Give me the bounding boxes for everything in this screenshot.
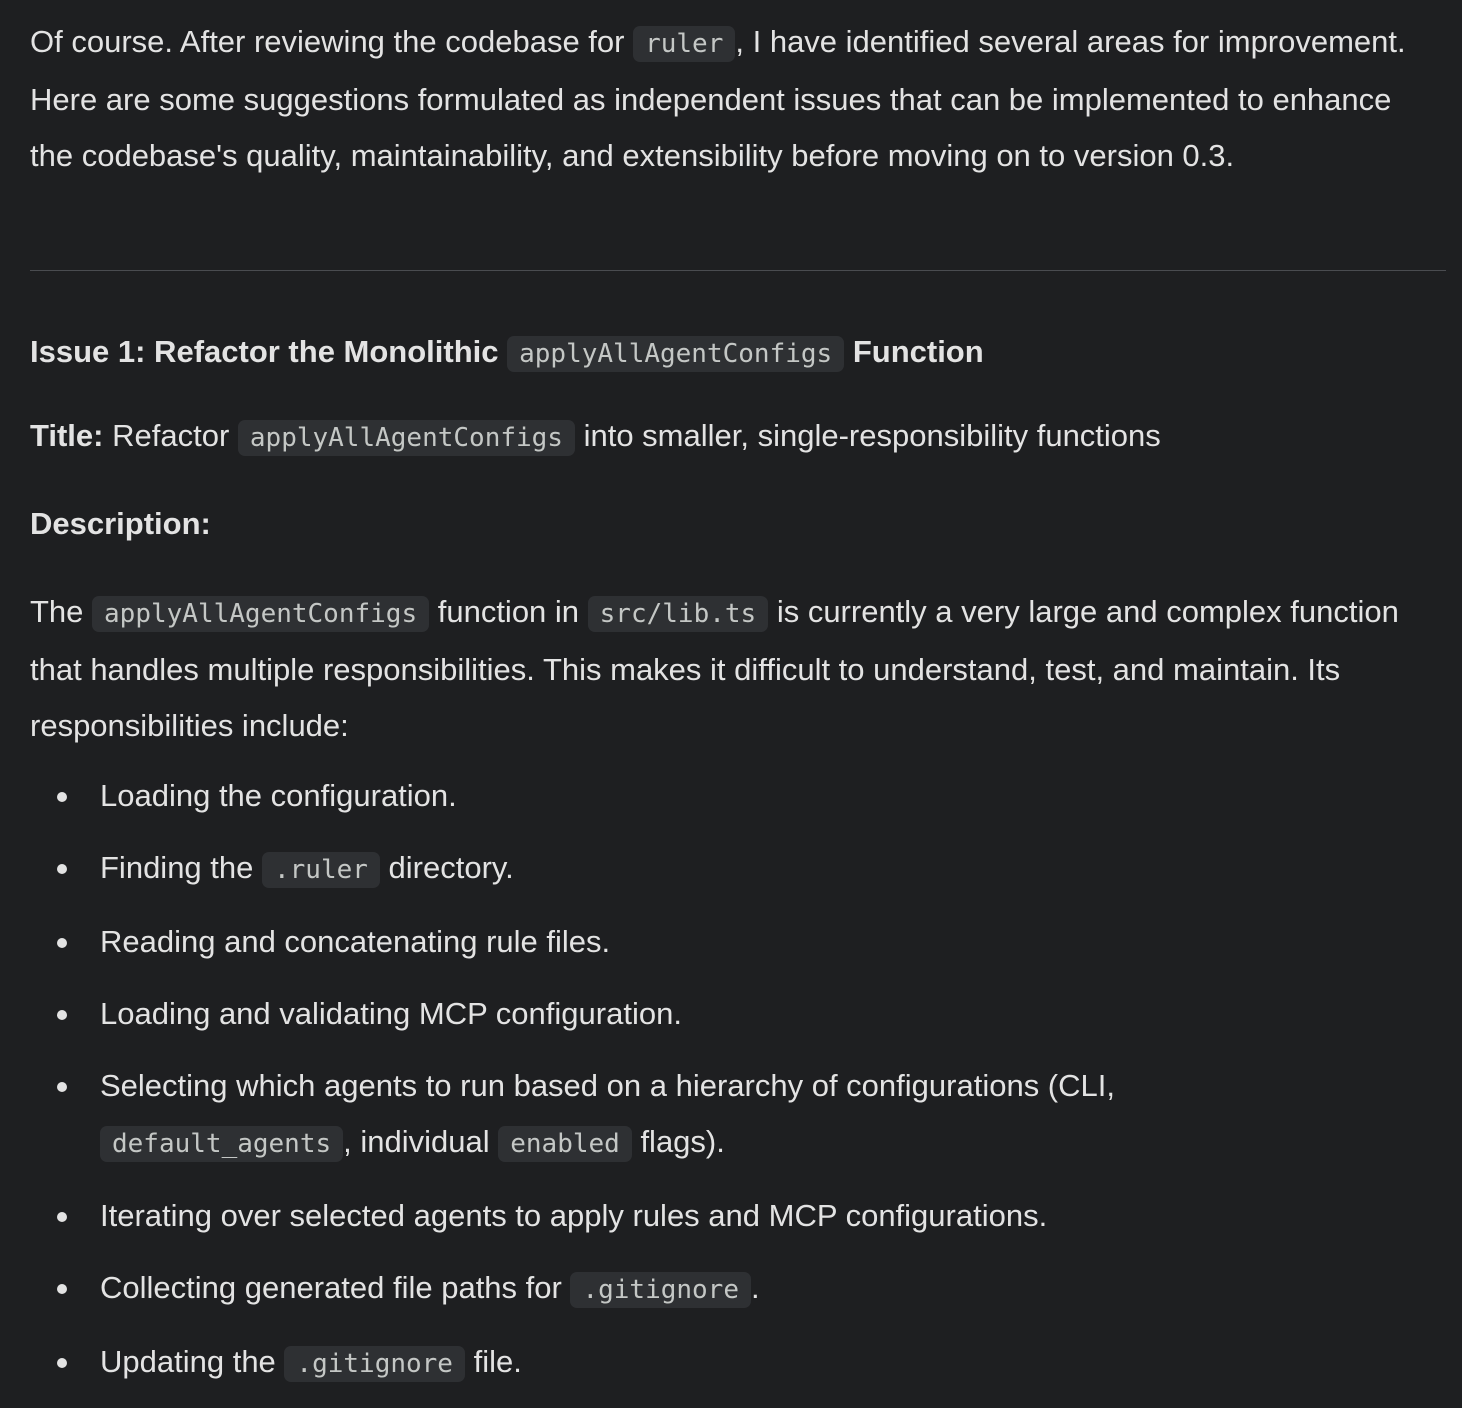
list-item-text: directory. (379, 850, 514, 885)
list-item (0, 986, 1220, 1042)
bullet-icon (57, 1082, 67, 1092)
list-item (0, 1260, 1220, 1318)
desc-text-2: function in (429, 594, 588, 629)
list-item (0, 914, 1220, 970)
responsibilities-list (0, 768, 1462, 1408)
inline-code-title: applyAllAgentConfigs (238, 420, 575, 456)
inline-code-desc-function: applyAllAgentConfigs (92, 596, 429, 632)
description-paragraph (30, 584, 1440, 754)
list-item (0, 1058, 1220, 1172)
intro-text-2: , I have identified several areas for improvement. Here are some suggestions formulated as independent issues that can be implemented to enhance the codebase's quality, maintainability, and extensibility before moving on to version 0.3. (30, 24, 1406, 173)
list-item-text: Loading and validating MCP configuration. (100, 996, 682, 1031)
list-item-text: file. (464, 1344, 522, 1379)
inline-code-desc-file: src/lib.ts (588, 596, 769, 632)
list-item-text: , individual (343, 1124, 499, 1159)
inline-code: .ruler (262, 852, 380, 888)
list-item-text: Iterating over selected agents to apply rules and MCP configurations. (100, 1198, 1048, 1233)
inline-code: default_agents (100, 1126, 343, 1162)
bullet-icon (57, 792, 67, 802)
desc-text-1: The (30, 594, 93, 629)
bullet-icon (57, 938, 67, 948)
list-item-text: Selecting which agents to run based on a hierarchy of configurations (CLI, (100, 1068, 1115, 1103)
list-item (0, 840, 1220, 898)
intro-text-1: Of course. After reviewing the codebase for (30, 24, 634, 59)
title-label: Title: (30, 418, 104, 453)
description-label: Description: (30, 506, 211, 541)
inline-code: enabled (498, 1126, 632, 1162)
list-item (0, 1334, 1220, 1392)
list-item (0, 1188, 1220, 1244)
issue-heading-prefix: Issue 1: Refactor the Monolithic (30, 334, 508, 369)
inline-code: .gitignore (570, 1272, 751, 1308)
bullet-icon (57, 1358, 67, 1368)
list-item-text: Updating the (100, 1344, 285, 1379)
bullet-icon (57, 864, 67, 874)
issue-title-line (30, 410, 1161, 464)
issue-heading-suffix: Function (844, 334, 984, 369)
list-item-text: Finding the (100, 850, 262, 885)
title-text-1: Refactor (103, 418, 238, 453)
list-item-text: Collecting generated file paths for (100, 1270, 571, 1305)
inline-code-heading: applyAllAgentConfigs (507, 336, 844, 372)
desc-text-3: is currently a very large and complex function that handles multiple responsibilities. This makes it difficult to understand, test, and maintain. Its responsibilities include: (30, 594, 1399, 743)
bullet-icon (57, 1212, 67, 1222)
title-text-2: into smaller, single-responsibility functions (574, 418, 1161, 453)
inline-code: .gitignore (284, 1346, 465, 1382)
list-item (0, 768, 1220, 824)
list-item-text: Loading the configuration. (100, 778, 457, 813)
bullet-icon (57, 1284, 67, 1294)
issue-heading (30, 326, 984, 380)
bullet-icon (57, 1010, 67, 1020)
list-item-text: Reading and concatenating rule files. (100, 924, 611, 959)
list-item-text: flags). (631, 1124, 725, 1159)
intro-paragraph (30, 14, 1440, 184)
horizontal-divider (30, 270, 1446, 271)
list-item-text: . (751, 1270, 760, 1305)
inline-code-ruler: ruler (633, 26, 735, 62)
